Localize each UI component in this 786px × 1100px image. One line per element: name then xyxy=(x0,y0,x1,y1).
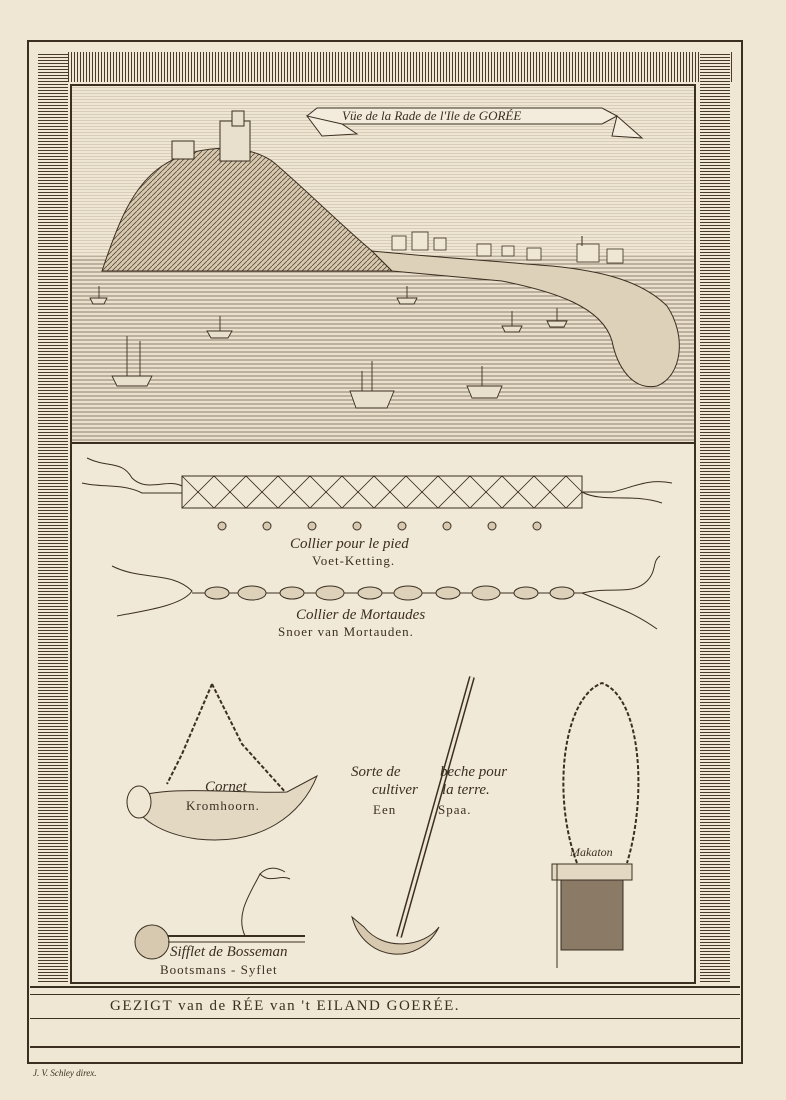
engraver-credit: J. V. Schley direx. xyxy=(33,1068,97,1078)
foot-collar-label-nl: Voet-Ketting. xyxy=(312,553,396,568)
cornet-label-nl: Kromhoorn. xyxy=(186,798,260,813)
caption-band xyxy=(30,986,740,1048)
mortaudes-label-fr: Collier de Mortaudes xyxy=(296,607,426,623)
cornet-label-fr: Cornet xyxy=(205,779,247,795)
spade-label-fr-3: cultiver xyxy=(372,782,418,798)
spade-label-nl-1: Een xyxy=(373,802,397,817)
whistle-label-nl: Bootsmans - Syflet xyxy=(160,962,278,977)
makaton-bag-illustration xyxy=(547,678,657,978)
frame-stripes-top xyxy=(38,52,732,82)
goree-harbor-view xyxy=(72,86,694,442)
makaton-label: Makaton xyxy=(570,845,613,859)
frame-stripes-left xyxy=(38,52,68,982)
spade-label-fr-1: Sorte de xyxy=(351,764,401,780)
spade-label-nl-2: Spaa. xyxy=(438,802,472,817)
foot-chain-illustration xyxy=(72,448,694,538)
whistle-label-fr: Sifflet de Bosseman xyxy=(170,944,288,960)
banner-title: Vüe de la Rade de l'Ile de GORÉE xyxy=(342,108,522,123)
spade-label-fr-4: la terre. xyxy=(442,782,490,798)
frame-stripes-right xyxy=(700,52,730,982)
cornet-illustration xyxy=(122,674,342,864)
caption-band-line xyxy=(30,994,740,995)
spade-illustration xyxy=(344,672,484,982)
engraving-panel xyxy=(70,84,696,984)
view-divider xyxy=(72,442,694,444)
map-caption: GEZIGT van de RÉE van 't EILAND GOERÉE. xyxy=(110,998,461,1014)
spade-label-fr-2: beche pour xyxy=(440,764,508,780)
mortaudes-label-nl: Snoer van Mortauden. xyxy=(278,624,414,639)
foot-collar-label-fr: Collier pour le pied xyxy=(290,536,409,552)
caption-band-line-lower xyxy=(30,1018,740,1019)
